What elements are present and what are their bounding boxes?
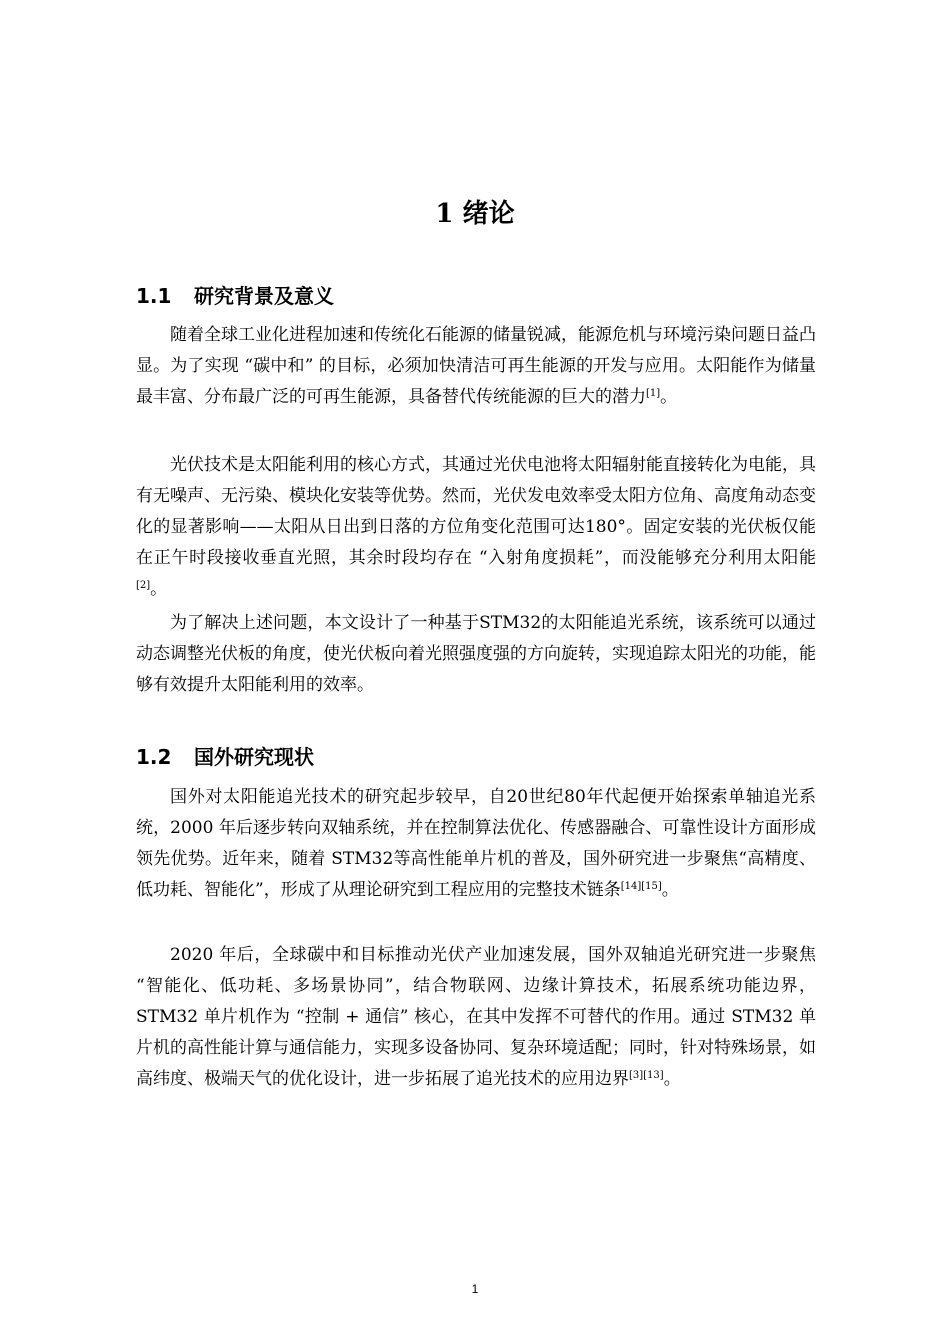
chapter-title: 1 绪论 [435,199,515,229]
section-heading-1-2 [136,742,816,772]
paragraph-end: 。 [150,579,168,599]
section-title: 国外研究现状 [194,745,314,769]
section-number: 1.2 [136,745,172,769]
paragraph [136,782,816,906]
paragraph-end: 。 [660,387,678,407]
section-heading-1-1 [136,281,816,311]
page-number: 1 [471,1282,479,1296]
paragraph [136,320,816,413]
section-number: 1.1 [136,284,172,308]
paragraph-text: 国外对太阳能追光技术的研究起步较早，自20世纪80年代起便开始探索单轴追光系统，2000 年后逐步转向双轴系统，并在控制算法优化、传感器融合、可靠性设计方面形成领先优势。近年来，随着 STM32等高性能单片机的普及，国外研究进一步聚焦“高精度、低功耗、智能化”，形成了从理论研究到工程应用的完整技术链条 [136,787,816,900]
paragraph-end: 。 [663,1069,681,1089]
paragraph-text: 随着全球工业化进程加速和传统化石能源的储量锐减，能源危机与环境污染问题日益凸显。为了实现 “碳中和” 的目标，必须加快清洁可再生能源的开发与应用。太阳能作为储量最丰富、分布最广泛的可再生能源，具备替代传统能源的巨大的潜力 [136,325,816,407]
paragraph-text: 为了解决上述问题，本文设计了一种基于STM32的太阳能追光系统，该系统可以通过动态调整光伏板的角度，使光伏板向着光照强度强的方向旋转，实现追踪太阳光的功能，能够有效提升太阳能利用的效率。 [136,613,816,695]
paragraph-end: 。 [661,880,679,900]
citation[interactable]: [14][15] [620,881,662,892]
citation[interactable]: [2] [136,580,151,591]
citation[interactable]: [3][13] [629,1070,664,1081]
paragraph [136,940,816,1095]
paragraph-text: 光伏技术是太阳能利用的核心方式，其通过光伏电池将太阳辐射能直接转化为电能，具有无噪声、无污染、模块化安装等优势。然而，光伏发电效率受太阳方位角、高度角动态变化的显著影响——太阳从日出到日落的方位角变化范围可达180°。固定安装的光伏板仅能在正午时段接收垂直光照，其余时段均存在 “入射角度损耗”，而没能够充分利用太阳能 [136,455,816,568]
paragraph [136,450,816,605]
section-title: 研究背景及意义 [194,284,334,308]
citation[interactable]: [1] [646,388,661,399]
paragraph-text: 2020 年后，全球碳中和目标推动光伏产业加速发展，国外双轴追光研究进一步聚焦 “智能化、低功耗、多场景协同”，结合物联网、边缘计算技术，拓展系统功能边界，STM32 单片机作为 “控制 + 通信” 核心，在其中发挥不可替代的作用。通过 STM32 单片机的高性能计算与通信能力，实现多设备协同、复杂环境适配；同时，针对特殊场景，如高纬度、极端天气的优化设计，进一步拓展了追光技术的应用边界 [136,945,816,1089]
paragraph [136,608,816,701]
